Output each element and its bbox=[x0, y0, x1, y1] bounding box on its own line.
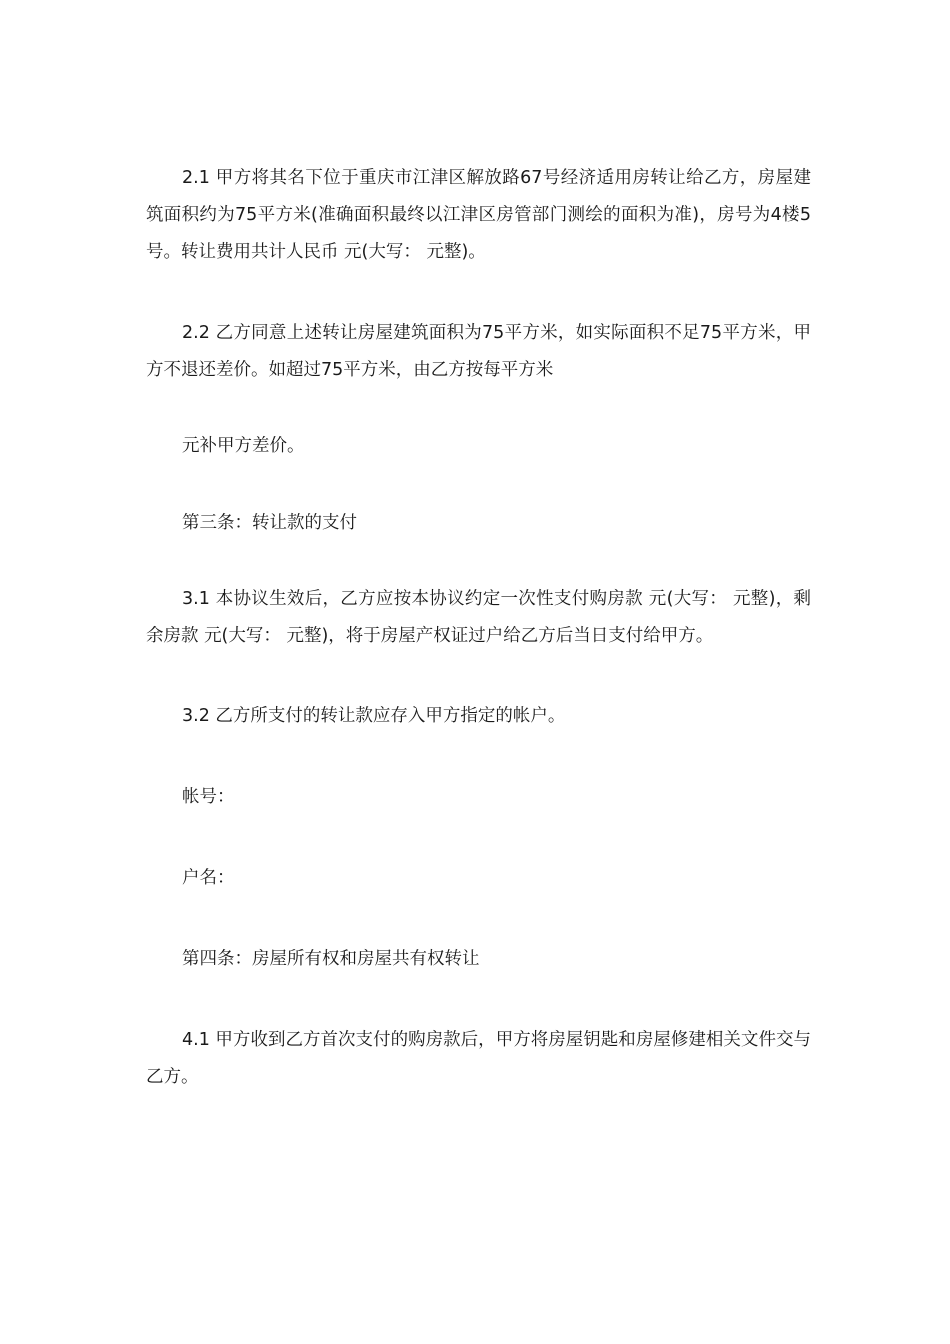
account-name-line: 户名： bbox=[182, 868, 235, 888]
account-number-line: 帐号： bbox=[182, 787, 235, 807]
clause-2-2-continuation: 元补甲方差价。 bbox=[182, 436, 305, 456]
clause-3-1-paragraph: 3.1 本协议生效后，乙方应按本协议约定一次性支付购房款 元(大写： 元整)，剩余房款 元(大写： 元整)，将于房屋产权证过户给乙方后当日支付给甲方。 bbox=[146, 589, 811, 646]
document-body bbox=[146, 160, 811, 1096]
clause-3-2-paragraph: 3.2 乙方所支付的转让款应存入甲方指定的帐户。 bbox=[182, 706, 566, 726]
clause-4-1-paragraph: 4.1 甲方收到乙方首次支付的购房款后，甲方将房屋钥匙和房屋修建相关文件交与乙方。 bbox=[146, 1030, 811, 1087]
clause-2-1-paragraph: 2.1 甲方将其名下位于重庆市江津区解放路67号经济适用房转让给乙方，房屋建筑面积约为75平方米(准确面积最终以江津区房管部门测绘的面积为准)，房号为4楼5号。转让费用共计人民币 元(大写： 元整)。 bbox=[146, 168, 811, 262]
article-3-heading: 第三条：转让款的支付 bbox=[182, 513, 357, 533]
clause-2-2-paragraph: 2.2 乙方同意上述转让房屋建筑面积为75平方米，如实际面积不足75平方米，甲方不退还差价。如超过75平方米，由乙方按每平方米 bbox=[146, 323, 811, 380]
article-4-heading: 第四条：房屋所有权和房屋共有权转让 bbox=[182, 949, 480, 969]
